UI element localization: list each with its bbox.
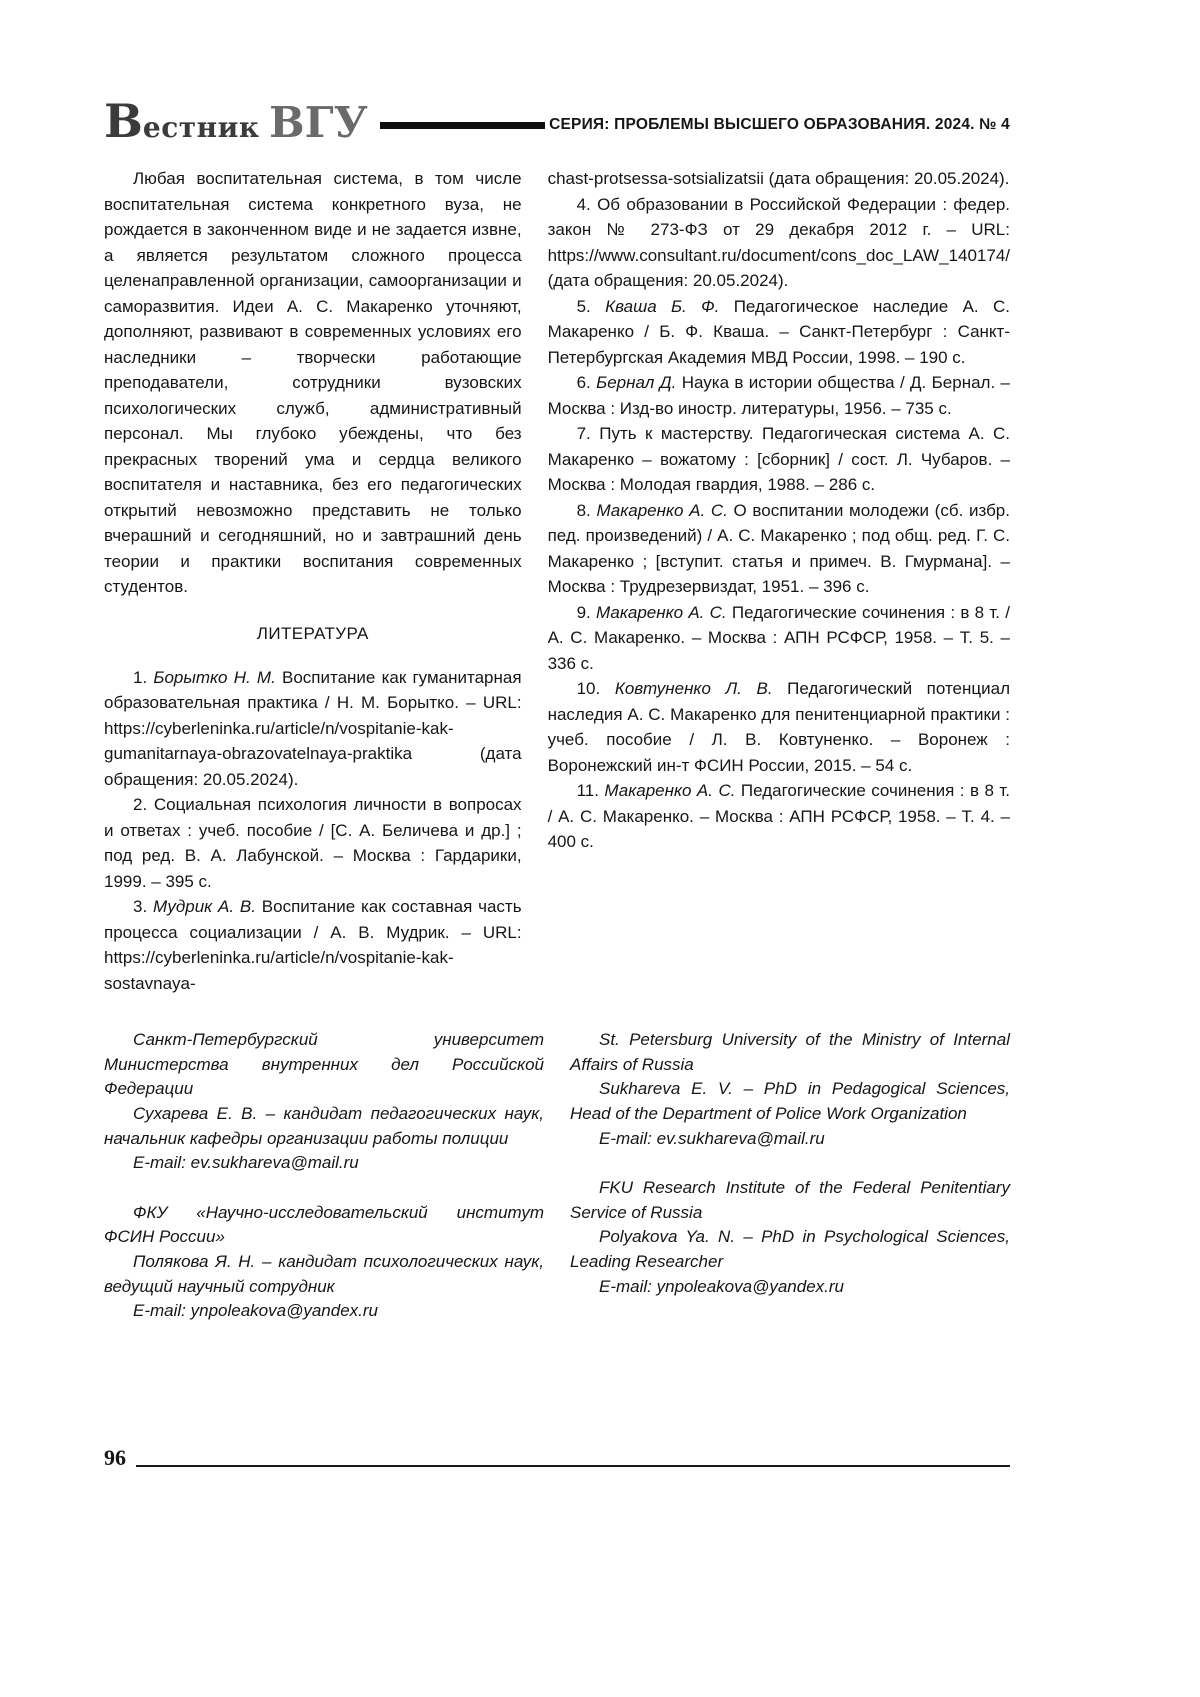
reference-continuation: chast-protsessa-sotsializatsii (дата обращения: 20.05.2024).	[547, 169, 1010, 188]
reference-author: Мудрик А. В.	[153, 897, 256, 916]
reference-author: Борытко Н. М.	[153, 667, 276, 687]
affiliations-ru	[104, 1028, 544, 1324]
reference-author: Бернал Д.	[596, 373, 677, 392]
affiliation-org: Санкт-Петербургский университет Министерства внутренних дел Российской Федерации	[104, 1030, 544, 1099]
reference-text: Педагогические сочинения : в 8 т. / А. С. Макаренко. – Москва : АПН РСФСР, 1958. – Т. 4. – 400 с.	[547, 781, 1010, 851]
reference-text: Педагогический потенциал наследия А. С. Макаренко для пенитенциарной практики : учеб. пособие / Л. В. Ковтуненко. – Воронеж : Воронежский ин-т ФСИН России, 2015. – 54 с.	[547, 679, 1010, 775]
affiliation-person: Сухарева Е. В. – кандидат педагогических наук, начальник кафедры организации работы полиции	[104, 1103, 544, 1148]
reference-text: Путь к мастерству. Педагогическая система А. С. Макаренко – вожатому : [сборник] / сост. Л. Чубаров. – Москва : Молодая гвардия, 1988. – 286 с.	[547, 424, 1010, 494]
page-number: 96	[104, 1445, 126, 1470]
reference-number: 1.	[133, 667, 148, 687]
affiliation-person: Полякова Я. Н. – кандидат психологических наук, ведущий научный сотрудник	[104, 1252, 544, 1296]
literature-heading: ЛИТЕРАТУРА	[256, 623, 369, 643]
reference-number: 8.	[576, 500, 591, 520]
logo-word: естник	[142, 111, 260, 144]
reference-text: Воспитание как гуманитарная образовательная практика / Н. М. Борытко. – URL: https://cyberleninka.ru/article/n/vospitanie-kak-gumanitarnaya-obrazovatelnaya-praktika (дата обращения: 20.05.2024).	[104, 667, 522, 789]
affiliation-email: E-mail: ev.sukhareva@mail.ru	[133, 1153, 359, 1173]
reference-number: 10.	[576, 679, 601, 698]
series-title: СЕРИЯ: ПРОБЛЕМЫ ВЫСШЕГО ОБРАЗОВАНИЯ. 2024. № 4	[549, 116, 1010, 133]
reference-text: О воспитании молодежи (сб. избр. пед. произведений) / А. С. Макаренко ; под общ. ред. Г. С. Макаренко ; [вступит. статья и примеч. В. Гмурмана]. – Москва : Трудрезервиздат, 1951. – 396 с.	[547, 500, 1010, 596]
reference-item	[548, 294, 1010, 371]
reference-author: Макаренко А. С.	[596, 500, 728, 520]
reference-item	[548, 421, 1010, 498]
reference-number: 7.	[576, 424, 591, 443]
reference-text: Педагогическое наследие А. С. Макаренко / Б. Ф. Кваша. – Санкт-Петербург : Санкт-Петербургская Академия МВД России, 1998. – 190 с.	[547, 296, 1010, 367]
reference-text: Воспитание как составная часть процесса социализации / А. В. Мудрик. – URL: https://cyberleninka.ru/article/n/vospitanie-kak-sostavnaya-	[104, 897, 522, 993]
footer-rule	[136, 1465, 1010, 1467]
journal-logo	[104, 94, 368, 148]
reference-number: 2.	[133, 795, 148, 814]
affiliation-org: ФКУ «Научно-исследовательский институт ФСИН России»	[104, 1202, 544, 1247]
reference-text: Педагогические сочинения : в 8 т. / А. С. Макаренко. – Москва : АПН РСФСР, 1958. – Т. 5. – 336 с.	[547, 602, 1010, 673]
affiliations-section	[104, 1028, 1010, 1324]
reference-number: 11.	[576, 781, 599, 800]
reference-item	[104, 792, 522, 894]
logo-initial: В	[104, 94, 143, 148]
reference-number: 5.	[576, 296, 591, 316]
reference-item	[548, 370, 1010, 421]
affiliation-block	[570, 1176, 1010, 1299]
affiliation-email: E-mail: ynpoleakova@yandex.ru	[133, 1301, 378, 1321]
reference-item	[548, 192, 1010, 294]
article-body	[104, 166, 1010, 996]
reference-text: Об образовании в Российской Федерации : федер. закон № 273-ФЗ от 29 декабря 2012 г. – URL: https://www.consultant.ru/document/cons_doc_LAW_140174/ (дата обращения: 20.05.2024).	[547, 194, 1010, 290]
reference-item	[548, 778, 1010, 855]
affiliation-person: Polyakova Ya. N. – PhD in Psychological Sciences, Leading Researcher	[570, 1227, 1010, 1272]
intro-paragraph: Любая воспитательная система, в том числе воспитательная система конкретного вуза, не рождается в законченном виде и не задается извне, а является результатом сложного процесса целенаправленной организации, самоорганизации и саморазвития. Идеи А. С. Макаренко уточняют, дополняют, развивают в современных условиях его наследники – творчески работающие преподаватели, сотрудники вузовских психологических служб, административный персонал. Мы глубоко убеждены, что без прекрасных творений ума и сердца великого воспитателя и наставника, без его педагогических открытий невозможно представить не только вчерашний и сегодняшний, но и завтрашний день теории и практики воспитания современных студентов.	[104, 169, 522, 596]
reference-number: 4.	[576, 194, 591, 214]
reference-item	[104, 894, 522, 996]
reference-author: Макаренко А. С.	[596, 602, 727, 622]
affiliation-block	[570, 1028, 1010, 1151]
reference-number: 9.	[576, 602, 591, 622]
affiliation-block	[104, 1201, 544, 1324]
reference-item	[104, 665, 522, 793]
affiliations-en	[570, 1028, 1010, 1324]
reference-item	[548, 498, 1010, 600]
affiliation-email: E-mail: ev.sukhareva@mail.ru	[599, 1128, 825, 1148]
journal-page	[104, 94, 1010, 1324]
page-footer	[104, 1447, 1010, 1469]
reference-item	[548, 600, 1010, 677]
reference-number: 3.	[133, 897, 148, 916]
reference-author: Макаренко А. С.	[604, 781, 736, 800]
reference-item	[548, 676, 1010, 778]
page-header	[104, 94, 1010, 148]
left-column	[104, 166, 522, 996]
affiliation-block	[104, 1028, 544, 1176]
logo-abbr: ВГУ	[269, 98, 368, 147]
right-column	[548, 166, 1010, 996]
reference-number: 6.	[576, 373, 591, 392]
affiliation-org: FKU Research Institute of the Federal Penitentiary Service of Russia	[570, 1178, 1010, 1222]
reference-author: Кваша Б. Ф.	[605, 296, 720, 316]
reference-text: Наука в истории общества / Д. Бернал. – Москва : Изд-во иностр. литературы, 1956. – 735 с.	[547, 373, 1010, 418]
affiliation-person: Sukhareva E. V. – PhD in Pedagogical Sciences, Head of the Department of Police Work Organization	[570, 1079, 1010, 1123]
reference-author: Ковтуненко Л. В.	[614, 679, 773, 698]
reference-text: Социальная психология личности в вопросах и ответах : учеб. пособие / [С. А. Беличева и др.] ; под ред. В. А. Лабунской. – Москва : Гардарики, 1999. – 395 с.	[104, 795, 522, 891]
affiliation-email: E-mail: ynpoleakova@yandex.ru	[599, 1276, 844, 1296]
affiliation-org: St. Petersburg University of the Ministry of Internal Affairs of Russia	[570, 1030, 1010, 1074]
header-rule	[380, 122, 545, 129]
